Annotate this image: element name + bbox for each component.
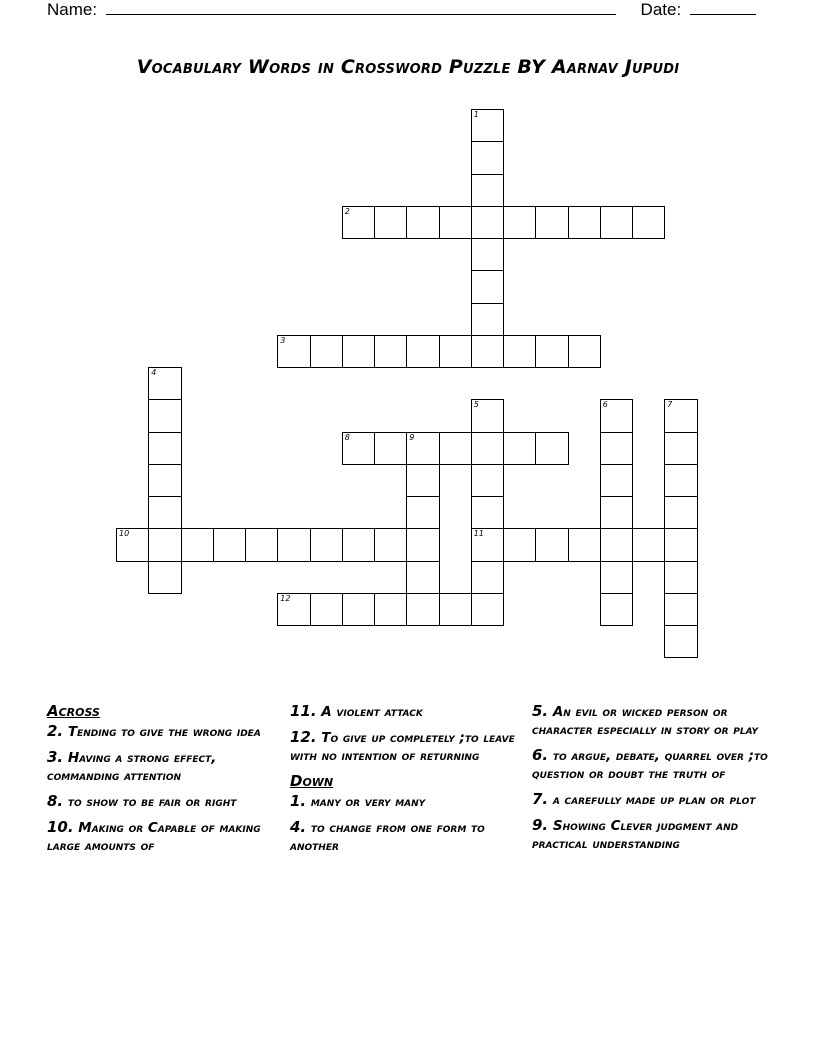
clue-text: A violent attack <box>321 704 423 720</box>
name-label: Name: <box>47 0 98 19</box>
crossword-cell[interactable] <box>148 432 181 465</box>
clue-text: An evil or wicked person or character especially in story or play <box>532 704 759 738</box>
clue-text: Showing Clever judgment and practical understanding <box>532 818 739 852</box>
clue-text: a carefully made up plan or plot <box>552 792 756 808</box>
across-clues-col-1 <box>47 702 282 862</box>
crossword-cell[interactable] <box>310 335 343 368</box>
clue-across-10 <box>47 818 282 855</box>
clue-across-8 <box>47 792 282 811</box>
crossword-cell[interactable] <box>406 206 439 239</box>
clue-number: 6. <box>532 746 549 764</box>
crossword-cell[interactable] <box>439 335 472 368</box>
across-heading: Across <box>47 702 100 720</box>
crossword-cell[interactable] <box>277 528 310 561</box>
clue-down-5 <box>532 702 772 739</box>
crossword-cell[interactable] <box>471 496 504 529</box>
crossword-cell[interactable] <box>439 593 472 626</box>
crossword-cell[interactable] <box>471 528 504 561</box>
clue-text: Tending to give the wrong idea <box>67 724 261 740</box>
cell-number: 12 <box>280 593 291 603</box>
crossword-cell[interactable] <box>600 593 633 626</box>
crossword-cell[interactable] <box>148 528 181 561</box>
cell-number: 3 <box>280 335 286 345</box>
crossword-cell[interactable] <box>374 593 407 626</box>
crossword-cell[interactable] <box>148 464 181 497</box>
crossword-cell[interactable] <box>471 561 504 594</box>
clue-number: 8. <box>47 792 64 810</box>
crossword-cell[interactable] <box>374 206 407 239</box>
crossword-cell[interactable] <box>471 206 504 239</box>
clue-number: 3. <box>47 748 64 766</box>
cell-number: 9 <box>409 432 415 442</box>
clue-across-12 <box>290 728 528 765</box>
cell-number: 8 <box>344 432 350 442</box>
cell-number: 10 <box>119 529 130 539</box>
crossword-cell[interactable] <box>664 399 697 432</box>
clue-across-11 <box>290 702 528 721</box>
clue-number: 9. <box>532 816 549 834</box>
crossword-cell[interactable] <box>664 593 697 626</box>
crossword-cell[interactable] <box>342 206 375 239</box>
crossword-cell[interactable] <box>471 399 504 432</box>
crossword-cell[interactable] <box>406 464 439 497</box>
clue-across-2 <box>47 722 282 741</box>
clue-number: 12. <box>290 728 317 746</box>
crossword-cell[interactable] <box>568 206 601 239</box>
crossword-cell[interactable] <box>342 528 375 561</box>
crossword-cell[interactable] <box>116 528 149 561</box>
crossword-cell[interactable] <box>664 561 697 594</box>
crossword-cell[interactable] <box>664 464 697 497</box>
crossword-cell[interactable] <box>568 528 601 561</box>
crossword-cell[interactable] <box>181 528 214 561</box>
crossword-cell[interactable] <box>277 335 310 368</box>
crossword-cell[interactable] <box>535 335 568 368</box>
crossword-cell[interactable] <box>342 593 375 626</box>
clue-text: to change from one form to another <box>290 820 485 854</box>
crossword-cell[interactable] <box>600 561 633 594</box>
crossword-cell[interactable] <box>503 335 536 368</box>
crossword-cell[interactable] <box>406 561 439 594</box>
crossword-cell[interactable] <box>374 432 407 465</box>
down-heading: Down <box>290 772 334 790</box>
clue-down-7 <box>532 790 772 809</box>
cell-number: 6 <box>602 400 608 410</box>
cell-number: 1 <box>473 110 479 119</box>
crossword-cell[interactable] <box>374 528 407 561</box>
crossword-cell[interactable] <box>471 335 504 368</box>
crossword-cell[interactable] <box>148 399 181 432</box>
crossword-cell[interactable] <box>471 464 504 497</box>
clue-text: to show to be fair or right <box>67 794 237 810</box>
crossword-cell[interactable] <box>439 206 472 239</box>
crossword-cell[interactable] <box>406 593 439 626</box>
crossword-cell[interactable] <box>406 528 439 561</box>
crossword-cell[interactable] <box>632 206 665 239</box>
crossword-cell[interactable] <box>471 174 504 207</box>
clue-number: 4. <box>290 818 307 836</box>
crossword-cell[interactable] <box>503 432 536 465</box>
crossword-cell[interactable] <box>600 464 633 497</box>
date-label: Date: <box>640 0 682 19</box>
clue-down-1 <box>290 792 528 811</box>
crossword-cell[interactable] <box>664 496 697 529</box>
clue-text: Making or Capable of making large amounts of <box>47 820 261 854</box>
page-title: Vocabulary Words in Crossword Puzzle BY Aarnav Jupudi <box>136 56 680 78</box>
cell-number: 2 <box>344 206 350 216</box>
crossword-cell[interactable] <box>471 432 504 465</box>
clue-text: to argue, debate, quarrel over ;to question or doubt the truth of <box>532 748 768 782</box>
crossword-cell[interactable] <box>471 109 504 142</box>
cell-number: 4 <box>151 368 157 377</box>
crossword-cell[interactable] <box>664 625 697 658</box>
crossword-cell[interactable] <box>535 206 568 239</box>
crossword-cell[interactable] <box>600 528 633 561</box>
crossword-cell[interactable] <box>342 432 375 465</box>
down-clues-col-3 <box>532 702 772 860</box>
cell-number: 7 <box>667 400 673 410</box>
crossword-cell[interactable] <box>600 432 633 465</box>
crossword-cell[interactable] <box>471 303 504 336</box>
crossword-cell[interactable] <box>632 528 665 561</box>
crossword-cell[interactable] <box>213 528 246 561</box>
crossword-cell[interactable] <box>503 206 536 239</box>
crossword-cell[interactable] <box>245 528 278 561</box>
crossword-cell[interactable] <box>406 432 439 465</box>
crossword-cell[interactable] <box>406 335 439 368</box>
crossword-cell[interactable] <box>277 593 310 626</box>
clue-down-6 <box>532 746 772 783</box>
crossword-cell[interactable] <box>310 593 343 626</box>
crossword-cell[interactable] <box>664 432 697 465</box>
clue-number: 2. <box>47 722 64 740</box>
crossword-cell[interactable] <box>148 561 181 594</box>
clue-down-9 <box>532 816 772 853</box>
clue-number: 11. <box>290 702 317 720</box>
clue-text: many or very many <box>310 794 426 810</box>
clue-number: 7. <box>532 790 549 808</box>
crossword-cell[interactable] <box>148 367 181 400</box>
crossword-cell[interactable] <box>310 528 343 561</box>
clue-number: 10. <box>47 818 74 836</box>
crossword-cell[interactable] <box>471 141 504 174</box>
crossword-cell[interactable] <box>471 238 504 271</box>
crossword-cell[interactable] <box>374 335 407 368</box>
crossword-cell[interactable] <box>342 335 375 368</box>
crossword-cell[interactable] <box>148 496 181 529</box>
clue-text: Having a strong effect, commanding attention <box>47 750 217 784</box>
cell-number: 11 <box>473 529 484 539</box>
clues-col-2 <box>290 702 528 862</box>
crossword-cell[interactable] <box>535 432 568 465</box>
crossword-cell[interactable] <box>471 593 504 626</box>
crossword-cell[interactable] <box>600 206 633 239</box>
crossword-cell[interactable] <box>600 496 633 529</box>
cell-number: 5 <box>473 400 479 410</box>
crossword-cell[interactable] <box>568 335 601 368</box>
crossword-cell[interactable] <box>439 432 472 465</box>
clue-down-4 <box>290 818 528 855</box>
clue-text: To give up completely ;to leave with no intention of returning <box>290 730 515 764</box>
clue-number: 5. <box>532 702 549 720</box>
crossword-cell[interactable] <box>406 496 439 529</box>
crossword-cell[interactable] <box>664 528 697 561</box>
clue-across-3 <box>47 748 282 785</box>
clue-number: 1. <box>290 792 307 810</box>
crossword-cell[interactable] <box>503 528 536 561</box>
crossword-cell[interactable] <box>535 528 568 561</box>
crossword-cell[interactable] <box>600 399 633 432</box>
crossword-cell[interactable] <box>471 270 504 303</box>
